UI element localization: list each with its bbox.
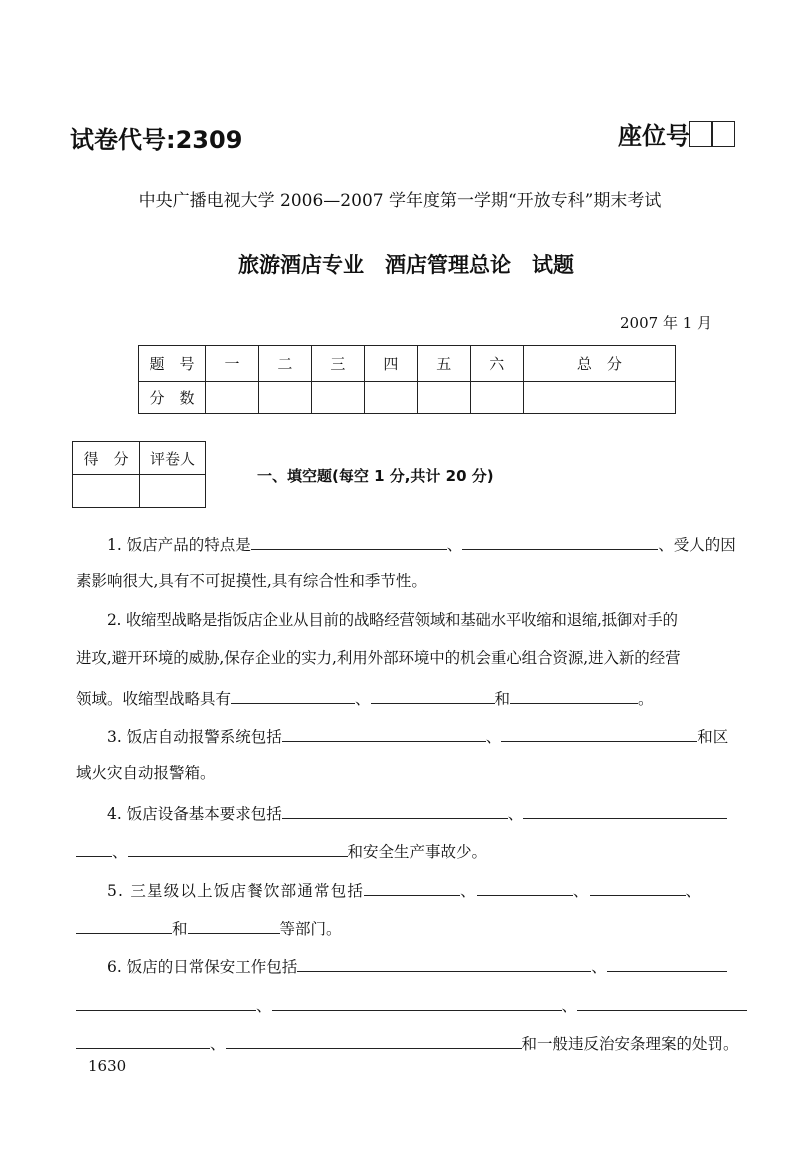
answer-blank xyxy=(282,802,508,819)
answer-blank xyxy=(128,840,348,857)
question-text: 和安全生产事故少。 xyxy=(347,843,488,861)
punctuation: 、 xyxy=(591,958,607,976)
answer-blank xyxy=(590,879,686,896)
answer-blank xyxy=(251,533,447,550)
score-input-cell xyxy=(311,382,364,414)
question-text: 1. 饭店产品的特点是 xyxy=(107,536,251,554)
question-text: 和区 xyxy=(697,728,729,746)
page-number: 1630 xyxy=(88,1057,127,1075)
punctuation: 。 xyxy=(638,690,654,708)
punctuation: 、 xyxy=(507,805,524,823)
exam-title: 中央广播电视大学 2006—2007 学年度第一学期“开放专科”期末考试 xyxy=(138,191,662,211)
question-3-line-1 xyxy=(107,725,728,747)
question-1-line-1 xyxy=(107,533,736,555)
table-cell: 分 数 xyxy=(139,382,206,414)
answer-blank xyxy=(477,879,573,896)
question-text: 等部门。 xyxy=(279,920,342,938)
table-cell: 题 号 xyxy=(139,346,206,382)
table-cell: 三 xyxy=(311,346,364,382)
answer-blank xyxy=(76,1032,210,1049)
question-5-line-2 xyxy=(76,917,342,939)
seat-label: 座位号 xyxy=(618,122,690,150)
section-title: 一、填空题(每空 1 分,共计 20 分) xyxy=(257,467,494,485)
table-cell: 六 xyxy=(470,346,523,382)
question-2-line-3 xyxy=(76,687,654,709)
score-table xyxy=(138,345,676,414)
question-text: 和一般违反治安条理案的处罚。 xyxy=(521,1035,739,1053)
question-text: 和 xyxy=(494,690,511,708)
punctuation: 、 xyxy=(446,536,463,554)
score-table-header-row xyxy=(139,346,676,382)
question-3-line-2: 域火灾自动报警箱。 xyxy=(76,764,216,782)
answer-blank xyxy=(364,879,460,896)
answer-blank xyxy=(231,687,355,704)
answer-blank xyxy=(501,725,697,742)
question-text: 4. 饭店设备基本要求包括 xyxy=(107,805,282,823)
answer-blank xyxy=(577,994,747,1011)
table-cell: 二 xyxy=(258,346,311,382)
question-4-line-1 xyxy=(107,802,727,824)
seat-box-1 xyxy=(689,121,713,147)
answer-blank xyxy=(226,1032,522,1049)
question-6-line-1 xyxy=(107,955,727,977)
grader-blank-cell xyxy=(140,475,206,508)
punctuation: 、 xyxy=(355,690,371,708)
punctuation: 、 xyxy=(256,997,272,1015)
answer-blank xyxy=(282,725,486,742)
seat-number-field xyxy=(618,116,735,151)
table-cell: 总 分 xyxy=(523,346,675,382)
punctuation: 、 xyxy=(685,882,703,900)
answer-blank xyxy=(297,955,591,972)
question-text: 5. 三星级以上饭店餐饮部通常包括 xyxy=(107,882,365,900)
grader-label-cell: 评卷人 xyxy=(140,442,206,475)
question-1-line-2: 素影响很大,具有不可捉摸性,具有综合性和季节性。 xyxy=(76,572,427,590)
score-input-cell xyxy=(523,382,675,414)
answer-blank xyxy=(76,994,256,1011)
score-table-score-row xyxy=(139,382,676,414)
question-2-line-1: 2. 收缩型战略是指饭店企业从目前的战略经营领域和基础水平收缩和退缩,抵御对手的 xyxy=(107,611,678,629)
answer-blank xyxy=(76,917,172,934)
score-input-cell xyxy=(206,382,259,414)
question-text: 领域。收缩型战略具有 xyxy=(76,690,232,708)
answer-blank xyxy=(76,840,112,857)
answer-blank xyxy=(188,917,280,934)
score-input-cell xyxy=(470,382,523,414)
seat-box-2 xyxy=(711,121,735,147)
punctuation: 、 xyxy=(112,843,128,861)
question-text: 受人的因 xyxy=(673,536,736,554)
punctuation: 、 xyxy=(210,1035,226,1053)
question-text: 3. 饭店自动报警系统包括 xyxy=(107,728,282,746)
question-6-line-3 xyxy=(76,1032,739,1054)
table-cell: 一 xyxy=(206,346,259,382)
question-4-line-2 xyxy=(76,840,487,862)
question-2-line-2: 进攻,避开环境的威胁,保存企业的实力,利用外部环境中的机会重心组合资源,进入新的经营 xyxy=(76,649,681,667)
table-cell: 四 xyxy=(364,346,417,382)
question-text: 6. 饭店的日常保安工作包括 xyxy=(107,958,298,976)
punctuation: 、 xyxy=(561,997,578,1015)
score-input-cell xyxy=(258,382,311,414)
answer-blank xyxy=(272,994,562,1011)
subject-title: 旅游酒店专业 酒店管理总论 试题 xyxy=(238,253,574,277)
grader-table xyxy=(72,441,206,508)
exam-date: 2007 年 1 月 xyxy=(620,314,713,332)
paper-code: 试卷代号:2309 xyxy=(70,126,243,154)
table-cell: 五 xyxy=(417,346,470,382)
question-5-line-1 xyxy=(107,879,702,901)
answer-blank xyxy=(371,687,495,704)
answer-blank xyxy=(462,533,658,550)
score-input-cell xyxy=(417,382,470,414)
question-6-line-2 xyxy=(76,994,747,1016)
answer-blank xyxy=(523,802,727,819)
score-label-cell: 得 分 xyxy=(73,442,140,475)
question-text: 和 xyxy=(172,920,188,938)
punctuation: 、 xyxy=(572,882,590,900)
score-input-cell xyxy=(364,382,417,414)
punctuation: 、 xyxy=(460,882,477,900)
punctuation: 、 xyxy=(658,536,674,554)
score-blank-cell xyxy=(73,475,140,508)
punctuation: 、 xyxy=(485,728,502,746)
answer-blank xyxy=(510,687,638,704)
answer-blank xyxy=(607,955,727,972)
